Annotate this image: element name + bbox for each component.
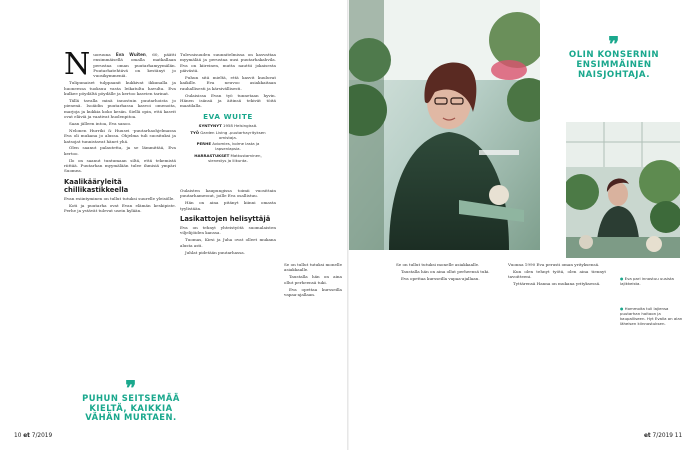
body-paragraph: Se on tullut tutuksi monelle asiakkaalle. — [284, 262, 342, 273]
folio-left — [14, 433, 52, 440]
subheading: Lasikattojen helisyttäjä — [180, 214, 271, 223]
issue-number: 7/2019 — [652, 433, 673, 439]
body-paragraph: Tulevaisuuden suunnitelmissa on kasvattaa myymälää ja perustaa uusi puutarhakahvila. Eva on kiireinen, mutta nauttii jokaisesta päivästä. — [180, 52, 276, 74]
pull-quote-right: ❞ OLIN KONSERNIN ENSIMMÄINEN NAISJOHTAJA. — [540, 38, 688, 80]
text-column-4 — [396, 262, 492, 283]
body-paragraph: Vuonna 1990 Eva perusti oman yrityksensä. — [508, 262, 600, 267]
body-paragraph: Tuomas, Kirsi ja Juha ovat olleet mukana alusta asti. — [180, 237, 276, 248]
lead-name: Eva Wuiten — [115, 52, 146, 57]
text-column-2b — [180, 188, 276, 256]
body-paragraph: Taustalla hän on aina ollut perheensä tuki. — [401, 268, 490, 274]
magazine-brand: et — [23, 433, 30, 439]
text-column-5 — [508, 262, 606, 288]
body-paragraph: Evan esiintyminen on tullut tutuksi suurelle yleisölle. — [64, 195, 175, 201]
text-column-3 — [284, 262, 342, 299]
quote-mark-icon: ❞ — [608, 32, 620, 56]
fact-box-title: EVA WUITE — [203, 112, 253, 121]
body-paragraph: Oulaisten kaupungissa toimii vuosittain puutarhamessut, joille Eva osallistuu. — [180, 188, 276, 199]
lead-paragraph: uoruuna Eva Wuiten, 60, päätti ensimmäisellä omalla matkallaan perustaa oman puutarhamyymälän. Puutarhatehtävä on kestänyt jo vuosikymmeniä. — [93, 52, 176, 79]
body-paragraph: Juhlat pidetään puutarhassa. — [185, 249, 246, 255]
body-paragraph: Koti ja puutarha ovat Evan elämän keskipiste. Perhe ja ystävät tulevat usein kylään. — [64, 202, 176, 214]
fact-box — [188, 112, 268, 165]
greenhouse-photo-graphic — [566, 122, 680, 258]
pull-quote-left: ❞ PUHUN SEITSEMÄÄ KIELTÄ, KAIKKIA VÄHÄN MURTAEN. — [71, 382, 191, 423]
body-paragraph: Saan jälleen intoa, Eva sanoo. — [69, 120, 132, 126]
body-paragraph: Puhun sitä mieltä, että kasvit kuuluvat kaikille. Eva neuvoo asiakkaitaan rauhallisesti ja kärsivällisesti. — [180, 74, 276, 91]
fact-row: PERHE Aviomies, kolme lasta ja lapsenlapsia. — [196, 141, 260, 152]
page-number: 11 — [674, 433, 683, 439]
body-paragraph: Hän on aina pitänyt kiinni omasta tyylistään. — [180, 200, 276, 211]
body-paragraph: Tyttärensä Hanna on mukana yrityksessä. — [513, 281, 601, 287]
body-paragraph: Ilo on saanut tuntumaan siltä, että tekemistä riittää. Puutarhan myymälään tulee ihmisiä ympäri Suomea. — [64, 157, 176, 174]
page-number: 10 — [14, 433, 22, 439]
caption-bullet-icon: ● — [620, 276, 625, 281]
text-column-2 — [180, 52, 276, 110]
photo-caption: ● Eva pari innostuu uusista lajikkeista. — [620, 276, 674, 286]
body-paragraph: Olen saanut palautetta, ja se lämmittää, Eva kertoo. — [64, 145, 176, 156]
portrait-photo-graphic — [349, 0, 540, 250]
body-paragraph: Se on tullut tutuksi monelle asiakkaalle. — [396, 262, 480, 267]
magazine-brand: et — [644, 433, 651, 439]
caption-bullet-icon: ● — [620, 306, 625, 311]
fact-row: SYNTYNYT 1958 Helsingissä. — [198, 123, 258, 128]
body-paragraph: Eva opettaa kursseilla vapaa-ajallaan. — [401, 275, 480, 281]
drop-cap: N — [64, 47, 91, 82]
body-paragraph: Taustalla hän on aina ollut perheensä tuki. — [284, 274, 342, 285]
text-column-1 — [64, 47, 176, 215]
body-paragraph: Tällä tavalla minä innostuin puutarhoista jo pienenä. Isoäidin puutarhassa kasvoi omenoita, marjoja ja kukkia koko kesän. Siellä opin, että kasvit ovat eläviä ja vaativat huolenpitoa. — [64, 97, 176, 119]
fact-row: HARRASTUKSET Matkustaminen, sienestys ja liikunta. — [194, 152, 262, 164]
portrait-photo — [349, 0, 540, 250]
quote-mark-icon: ❞ — [125, 376, 137, 400]
photo-caption: ● Hommoita tuli lajiensa puutarhan hoitoon ja kaupalliseen. Hyt Evalla on alan läheisen kiinnostuksen. — [620, 306, 683, 326]
subheading: Kaalikääryleitä chillikastikkeella — [64, 177, 129, 194]
body-paragraph: Eva on tehnyt yhteistyötä suomalaisten viljelijöiden kanssa. — [180, 224, 276, 236]
body-paragraph: Oulaisissa Evan työ tunnetaan hyvin. Hänen isänsä ja äitinsä tekivät töitä maatilalla. — [180, 92, 276, 109]
issue-number: 7/2019 — [31, 433, 53, 439]
body-paragraph: Tulipunaiset tulppaanit kukkivat ikkunalla ja huoneessa tuoksuu vasta leikatulta havulta. Eva kulkee pöydältä pöydälle ja kertoo kasvien tarinat. — [64, 80, 176, 96]
fact-row: TYÖ Garden Living -puutarhayrityksen omistaja. — [190, 129, 266, 140]
folio-right — [644, 433, 682, 440]
greenhouse-photo — [566, 122, 680, 258]
body-paragraph: Eva opettaa kursseilla vapaa-ajallaan. — [284, 286, 342, 297]
body-paragraph: Kun olen tehnyt työtä, olen aina tiennyt tavoitteeni. — [508, 268, 606, 280]
body-paragraph: Nelonen Hurriki & Huusei -puutarhaohjelmassa Eva oli mukana jo alussa. Ohjelma tuli suosituksi ja katsojat tunnistavat hänet yhä. — [64, 127, 176, 144]
